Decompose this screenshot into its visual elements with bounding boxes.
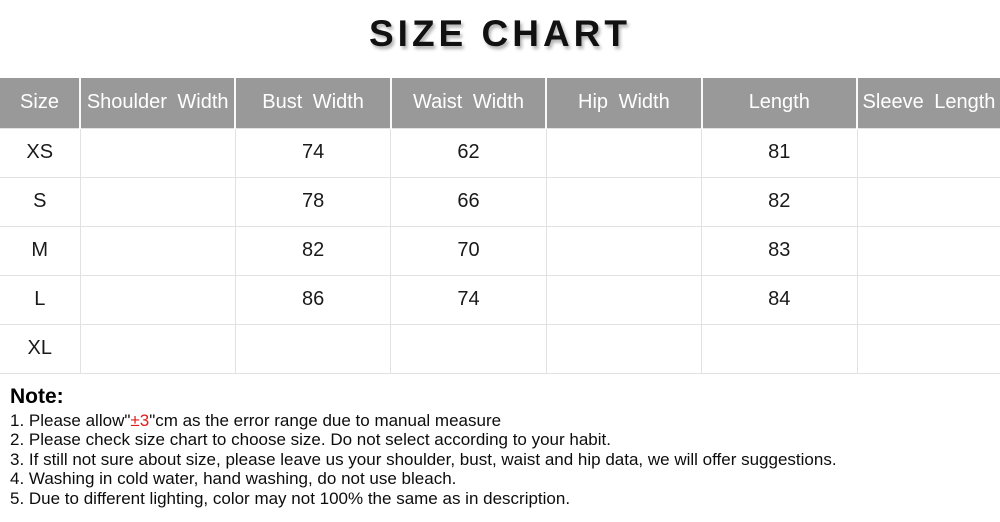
column-header: Length xyxy=(702,78,857,128)
size-cell: M xyxy=(0,226,80,275)
note-heading: Note: xyxy=(10,384,64,408)
note-lines xyxy=(10,411,990,509)
note-text: 4. Washing in cold water, hand washing, do not use bleach. xyxy=(10,469,457,488)
value-cell: 83 xyxy=(702,226,857,275)
tolerance-value: ±3 xyxy=(130,410,150,430)
table-body xyxy=(0,128,1000,373)
value-cell xyxy=(80,324,235,373)
value-cell: 74 xyxy=(391,275,546,324)
value-cell xyxy=(857,128,1000,177)
table-row xyxy=(0,226,1000,275)
value-cell xyxy=(857,177,1000,226)
note-line xyxy=(10,469,990,489)
value-cell: 74 xyxy=(235,128,390,177)
value-cell xyxy=(80,275,235,324)
header-row xyxy=(0,78,1000,128)
value-cell xyxy=(546,275,701,324)
table-row xyxy=(0,324,1000,373)
value-cell: 70 xyxy=(391,226,546,275)
value-cell: 84 xyxy=(702,275,857,324)
note-line xyxy=(10,489,990,509)
value-cell xyxy=(391,324,546,373)
page-title: SIZE CHART xyxy=(369,13,631,54)
value-cell: 81 xyxy=(702,128,857,177)
table-row xyxy=(0,128,1000,177)
note-line xyxy=(10,430,990,450)
value-cell: 66 xyxy=(391,177,546,226)
value-cell xyxy=(80,128,235,177)
column-header: Waist Width xyxy=(391,78,546,128)
value-cell xyxy=(857,324,1000,373)
size-cell: XS xyxy=(0,128,80,177)
value-cell xyxy=(702,324,857,373)
value-cell xyxy=(80,177,235,226)
note-line xyxy=(10,450,990,470)
size-cell: S xyxy=(0,177,80,226)
value-cell: 78 xyxy=(235,177,390,226)
note-text: 2. Please check size chart to choose size. Do not select according to your habit. xyxy=(10,430,611,449)
size-cell: L xyxy=(0,275,80,324)
value-cell xyxy=(235,324,390,373)
value-cell xyxy=(546,128,701,177)
column-header: Size xyxy=(0,78,80,128)
value-cell xyxy=(857,275,1000,324)
note-text: 1. Please allow" xyxy=(10,410,131,430)
value-cell xyxy=(80,226,235,275)
value-cell: 82 xyxy=(702,177,857,226)
size-chart-table xyxy=(0,78,1000,374)
table-header xyxy=(0,78,1000,128)
column-header: Hip Width xyxy=(546,78,701,128)
table-row xyxy=(0,177,1000,226)
column-header: Shoulder Width xyxy=(80,78,235,128)
note-text: 5. Due to different lighting, color may not 100% the same as in description. xyxy=(10,488,571,508)
note-section xyxy=(0,374,1000,509)
value-cell xyxy=(857,226,1000,275)
column-header: Sleeve Length xyxy=(857,78,1000,128)
value-cell: 86 xyxy=(235,275,390,324)
column-header: Bust Width xyxy=(235,78,390,128)
size-cell: XL xyxy=(0,324,80,373)
value-cell xyxy=(546,324,701,373)
note-line xyxy=(10,411,990,431)
value-cell xyxy=(546,226,701,275)
note-text: 3. If still not sure about size, please leave us your shoulder, bust, waist and hip data, we will offer suggestions. xyxy=(10,449,837,469)
note-text: "cm as the error range due to manual measure xyxy=(149,410,502,430)
table-row xyxy=(0,275,1000,324)
value-cell: 82 xyxy=(235,226,390,275)
value-cell xyxy=(546,177,701,226)
value-cell: 62 xyxy=(391,128,546,177)
